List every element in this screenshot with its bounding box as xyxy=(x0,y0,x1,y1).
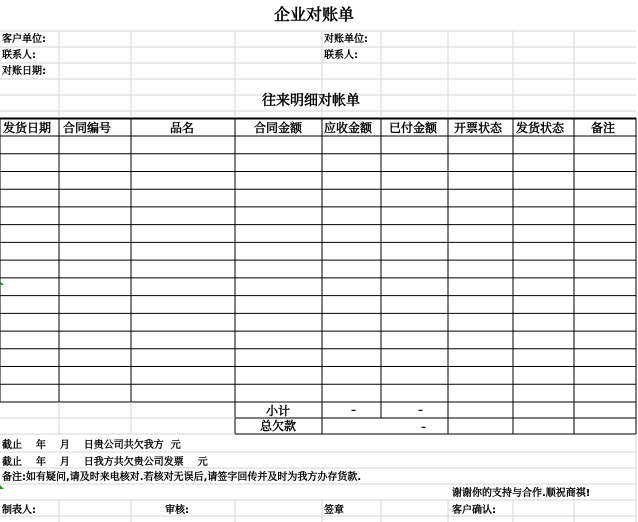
total-owed-label: 总欠款 xyxy=(260,419,297,433)
header-ship-date: 发货日期 xyxy=(3,121,52,135)
header-receivable: 应收金额 xyxy=(324,121,373,135)
recon-date-label: 对账日期: xyxy=(2,66,46,77)
document-title: 企业对账单 xyxy=(274,5,355,24)
invoice-owed-line: 截止 年 月 日我方共欠贵公司发票 元 xyxy=(2,457,208,468)
header-ship-status: 发货状态 xyxy=(516,121,565,135)
customer-unit-label: 客户单位: xyxy=(2,34,46,45)
header-remarks: 备注 xyxy=(591,121,616,135)
owed-by-you-line: 截止 年 月 日贵公司共欠我方 元 xyxy=(2,440,181,451)
contact-left-label: 联系人: xyxy=(2,50,36,61)
section-title: 往来明细对帐单 xyxy=(262,93,360,109)
header-contract-no: 合同编号 xyxy=(63,121,112,135)
cell-comment-indicator xyxy=(0,485,4,489)
subtotal-label: 小计 xyxy=(266,404,291,418)
total-paid: – xyxy=(421,422,426,433)
cell-comment-indicator xyxy=(0,281,4,285)
stamp-label: 签章 xyxy=(324,505,344,516)
remarks-note: 备注:如有疑问,请及时来电核对.若核对无误后,请签字回传并及时为我方办存货款. xyxy=(2,472,362,483)
header-invoice-status: 开票状态 xyxy=(454,121,503,135)
header-contract-amount: 合同金额 xyxy=(254,121,303,135)
subtotal-receivable: – xyxy=(351,405,356,416)
customer-confirm-label: 客户确认: xyxy=(452,505,496,516)
header-paid: 已付金额 xyxy=(389,121,438,135)
subtotal-paid: – xyxy=(418,405,423,416)
contact-right-label: 联系人: xyxy=(324,50,358,61)
thanks-note: 谢谢你的支持与合作.顺祝商祺! xyxy=(452,488,591,499)
preparer-label: 制表人: xyxy=(2,505,36,516)
recon-unit-label: 对账单位: xyxy=(324,34,368,45)
reviewer-label: 审核: xyxy=(165,505,189,516)
header-product-name: 品名 xyxy=(170,121,195,135)
